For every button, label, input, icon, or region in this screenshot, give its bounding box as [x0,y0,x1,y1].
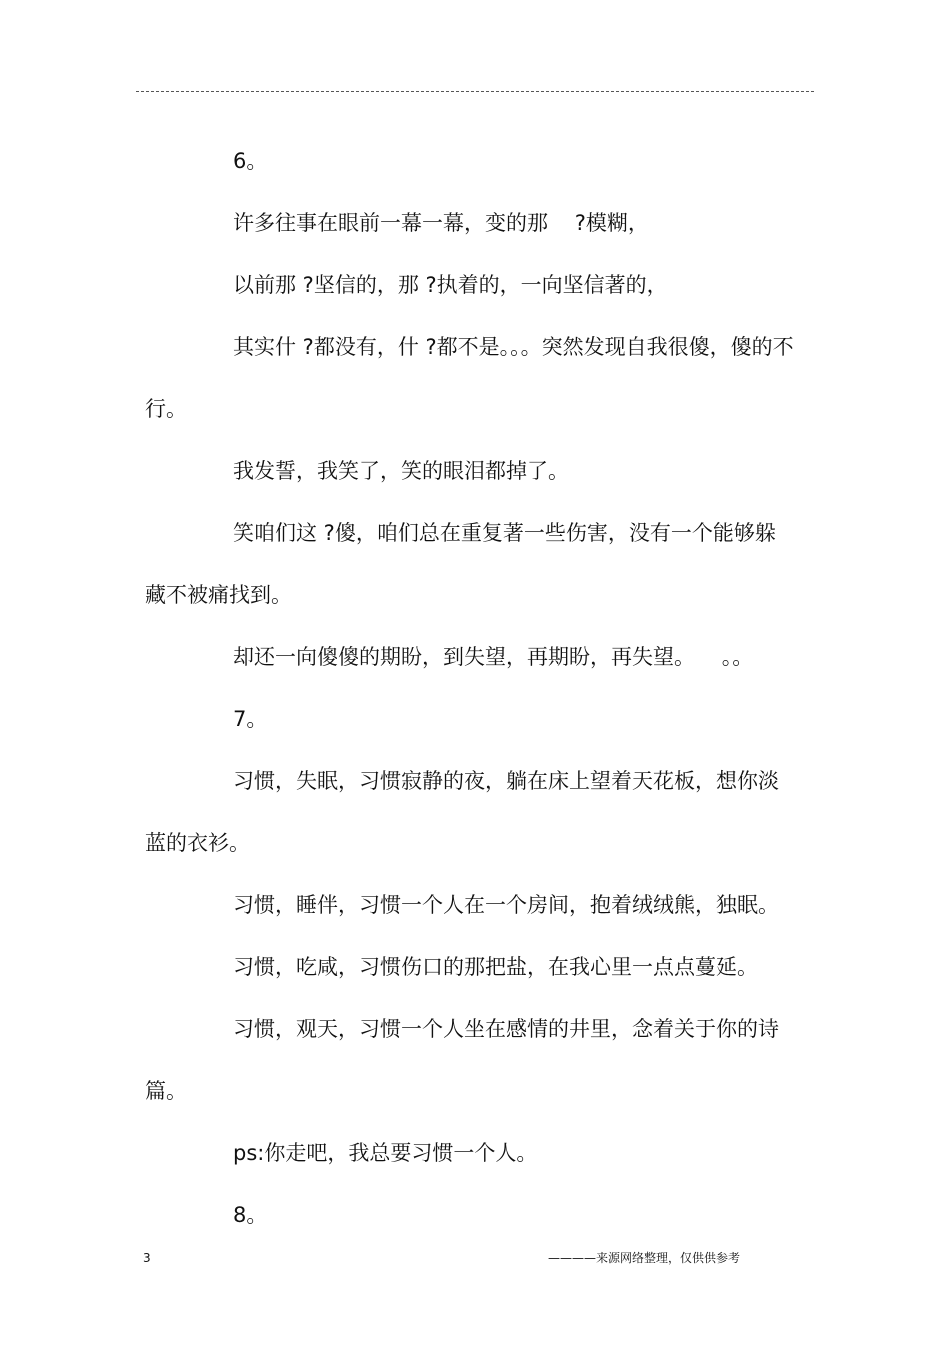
page-number: 3 [143,1251,151,1265]
body-text [145,130,795,1246]
paragraph: ps:你走吧，我总要习惯一个人。 [233,1141,538,1165]
paragraph: 习惯，睡伴，习惯一个人在一个房间，抱着绒绒熊，独眠。 [233,893,779,917]
paragraph: 6。 [233,149,268,173]
paragraph: 习惯，观天，习惯一个人坐在感情的井里，念着关于你的诗篇。 [145,1017,779,1103]
paragraph: 其实什 ?都没有，什 ?都不是。。。突然发现自我很傻，傻的不行。 [145,335,794,421]
paragraph: 许多往事在眼前一幕一幕，变的那 ?模糊， [233,211,649,235]
paragraph: 却还一向傻傻的期盼，到失望，再期盼，再失望。 。。 [233,645,754,669]
paragraph: 7。 [233,707,268,731]
header-divider [136,91,814,92]
paragraph: 笑咱们这 ?傻，咱们总在重复著一些伤害，没有一个能够躲藏不被痛找到。 [145,521,776,607]
paragraph: 以前那 ?坚信的，那 ?执着的，一向坚信著的， [233,273,668,297]
paragraph: 习惯，吃咸，习惯伤口的那把盐，在我心里一点点蔓延。 [233,955,758,979]
paragraph: 习惯，失眠，习惯寂静的夜，躺在床上望着天花板，想你淡蓝的衣衫。 [145,769,779,855]
paragraph: 我发誓，我笑了，笑的眼泪都掉了。 [233,459,569,483]
source-note: ————来源网络整理，仅供供参考 [548,1251,741,1265]
paragraph: 8。 [233,1203,268,1227]
